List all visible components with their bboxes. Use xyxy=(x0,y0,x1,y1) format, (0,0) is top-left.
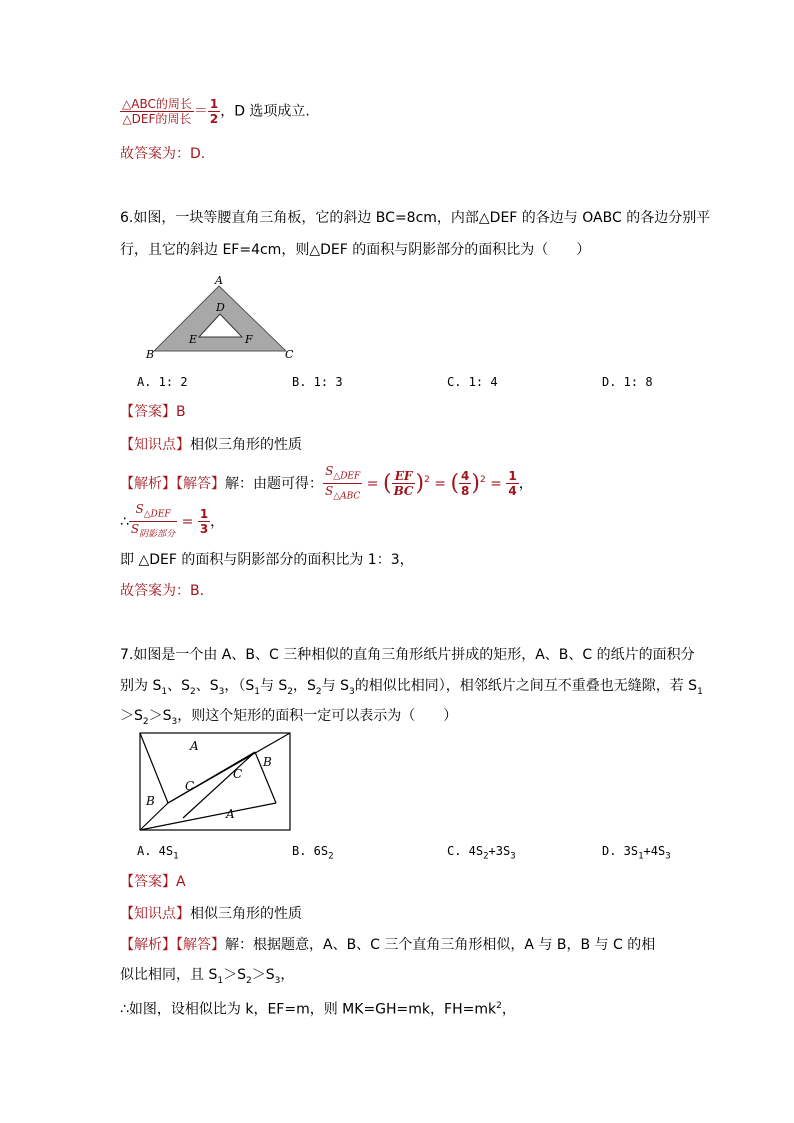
q6-option-a: A. 1: 2 xyxy=(137,375,188,389)
bottom-slope xyxy=(140,803,276,830)
q6-option-c: C. 1: 4 xyxy=(447,375,498,389)
label-f: F xyxy=(245,333,253,346)
diagonal-main xyxy=(140,733,168,803)
q6-answer-row xyxy=(120,402,186,422)
top-answer: 故答案为：D. xyxy=(120,146,206,162)
q7-option-b: B. $6S_2$ xyxy=(292,844,334,862)
label-d: D xyxy=(216,301,225,314)
label-a: A xyxy=(215,274,223,287)
therefore-symbol: ∴ xyxy=(120,513,129,530)
one-fourth-fraction: $\frac{1}{4}$ xyxy=(508,469,517,499)
q6-stem-line2: 行，且它的斜边 EF=4cm，则△DEF 的面积与阴影部分的面积比为（ ） xyxy=(120,242,591,258)
area-ratio-fraction: $\frac{S_{\triangle DEF}}{S_{\triangle ABC}}$ xyxy=(325,464,361,502)
frac-numerator: △ABC的周长 xyxy=(122,97,192,111)
q6-conclusion: 即 △DEF 的面积与阴影部分的面积比为 1：3， xyxy=(120,552,414,568)
q7-stem-line1: 7.如图是一个由 A、B、C 三种相似的直角三角形纸片拼成的矩形，A、B、C 的纸片的面积分 xyxy=(120,647,695,663)
q6-analysis-row: 【解析】【解答】解：由题可得： $\frac{S_{\triangle DEF}}{S_{\triangle ABC}}$ = ( $\frac{EF}{BC}$ )$^2$ = ( $\frac{4}{8}$ )$^2$ = $\frac{1}{4}$ ， xyxy=(120,464,533,502)
label-b-left: B xyxy=(146,794,155,808)
answer-tag: 【答案】 xyxy=(120,404,176,420)
four-eight-fraction: $\frac{4}{8}$ xyxy=(461,469,470,499)
q7-answer-value: A xyxy=(176,874,186,890)
analysis-intro: 解：由题可得： xyxy=(225,475,323,492)
q7-option-c: C. $4S_2+3S_3$ xyxy=(447,844,516,862)
label-a-bottom: A xyxy=(226,807,235,821)
option-d-holds: ，D 选项成立. xyxy=(220,103,310,120)
q6-triangle-figure xyxy=(140,272,300,364)
label-c-right: C xyxy=(233,767,243,781)
q7-stem-line2: 别为 $S_1$、$S_2$、$S_3$，（$S_1$与 $S_2$，$S_2$与 $S_3$的相似比相同），相邻纸片之间互不重叠也无缝隙，若 $S_1$ xyxy=(120,678,703,697)
shaded-ratio-fraction: $\frac{S_{\triangle DEF}}{S_{阴影部分}}$ xyxy=(130,502,176,540)
q6-therefore-row: ∴ $\frac{S_{\triangle DEF}}{S_{阴影部分}}$ = $\frac{1}{3}$ ， xyxy=(120,502,225,540)
answer-value: B xyxy=(176,404,186,420)
label-b-right: B xyxy=(263,755,272,769)
q7-analysis-line1: 【解析】【解答】解：根据题意，A、B、C 三个直角三角形相似，A 与 B，B 与 C 的相 xyxy=(120,937,656,953)
q7-analysis-line2: 似比相同，且 $S_1>S_2>S_3$， xyxy=(120,967,295,986)
one-third-fraction: $\frac{1}{3}$ xyxy=(199,507,209,537)
q6-option-b: B. 1: 3 xyxy=(292,375,343,389)
label-c: C xyxy=(285,348,294,361)
label-e: E xyxy=(189,333,198,346)
label-a-top: A xyxy=(190,739,199,753)
perimeter-fraction xyxy=(120,97,194,126)
q7-answer-row: 【答案】A xyxy=(120,874,186,890)
ratio-fraction: $\frac{1}{2}$ xyxy=(209,97,219,126)
q6-option-d: D. 1: 8 xyxy=(602,375,653,389)
q6-stem-line1: 6.如图，一块等腰直角三角板，它的斜边 BC=8cm，内部△DEF 的各边与 OABC 的各边分别平 xyxy=(120,210,711,226)
q6-knowledge-row xyxy=(120,435,302,455)
q7-option-d: D. $3S_1+4S_3$ xyxy=(602,844,671,862)
analysis-tag: 【解析】【解答】 xyxy=(120,475,225,492)
ef-bc-fraction: $\frac{EF}{BC}$ xyxy=(393,469,414,499)
q7-knowledge-row: 【知识点】相似三角形的性质 xyxy=(120,906,302,922)
frac-denominator: △DEF的周长 xyxy=(122,112,192,126)
knowledge-tag: 【知识点】 xyxy=(120,437,190,453)
knowledge-value: 相似三角形的性质 xyxy=(190,437,302,453)
q7-option-a: A. $4S_1$ xyxy=(137,844,179,862)
q6-final: 故答案为：B. xyxy=(120,583,205,599)
q7-analysis-line3: ∴如图，设相似比为 k，EF=m，则 MK=GH=mk，$FH=mk^2$， xyxy=(120,1001,516,1018)
label-c-left: C xyxy=(185,779,195,793)
equals-sign: ＝ xyxy=(193,103,208,120)
q7-stem-line3: $>S_2>S_3$，则这个矩形的面积一定可以表示为（ ） xyxy=(120,708,458,727)
top-ratio-line xyxy=(120,97,310,126)
q7-rectangle-figure xyxy=(138,730,293,834)
label-b: B xyxy=(146,348,155,361)
